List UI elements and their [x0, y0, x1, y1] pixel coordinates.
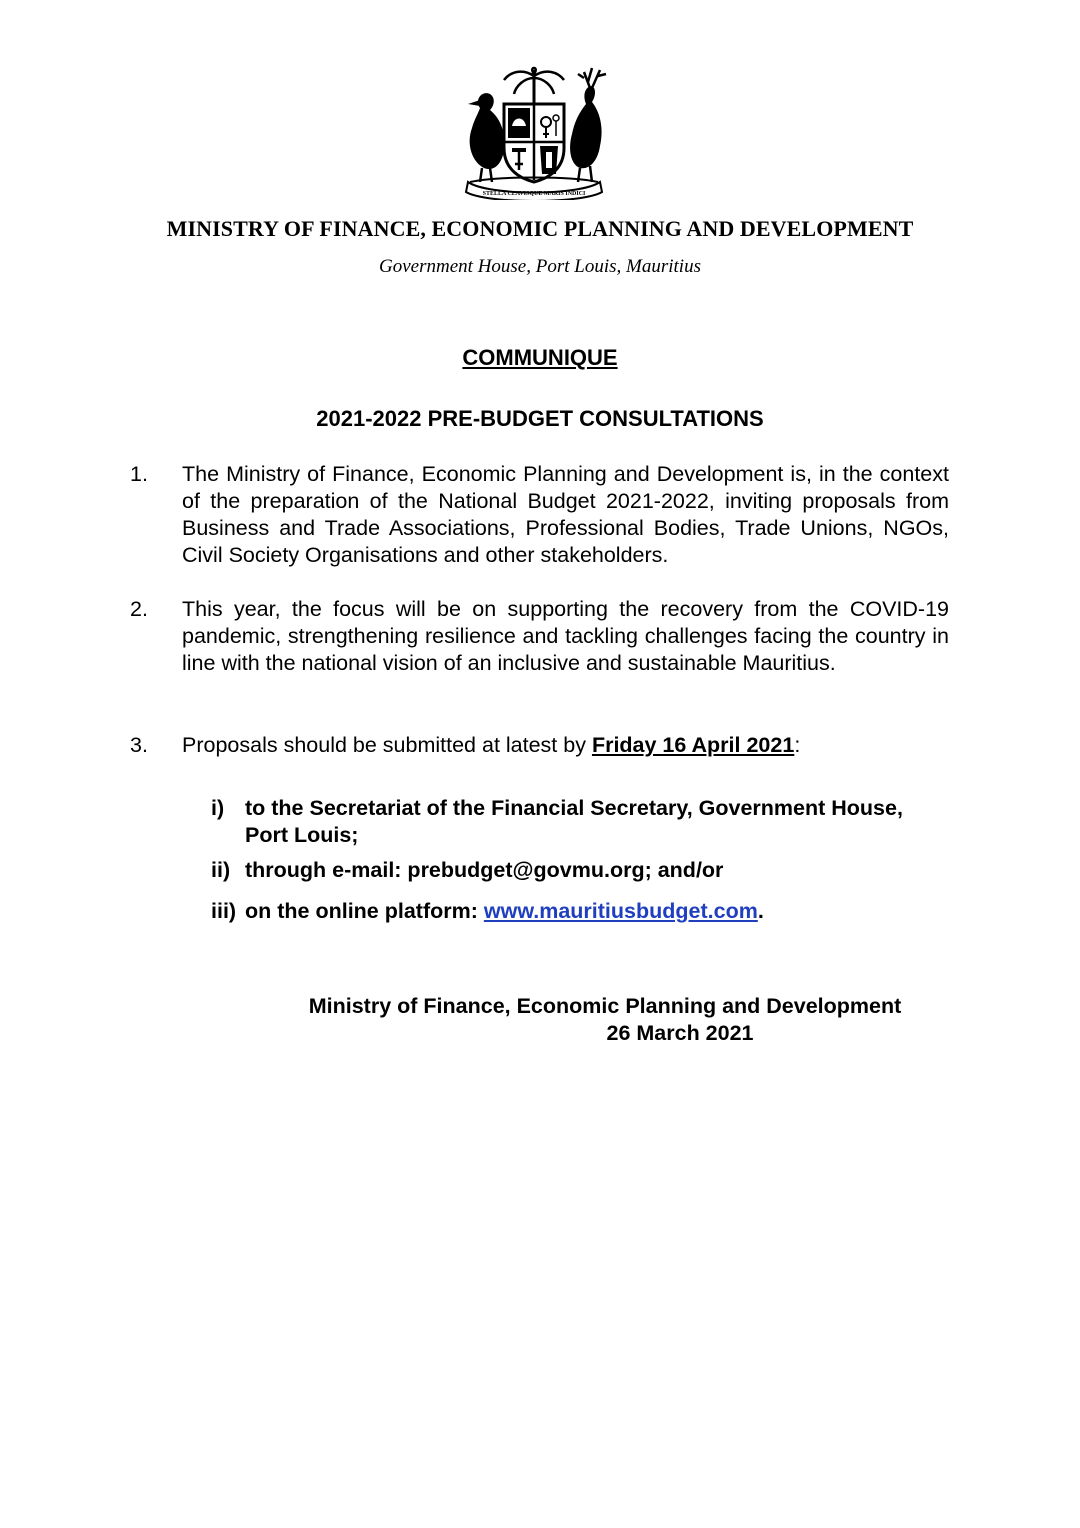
list-item-text: to the Secretariat of the Financial Secretary, Government House, Port Louis;	[245, 796, 903, 847]
ministry-title: MINISTRY OF FINANCE, ECONOMIC PLANNING AND DEVELOPMENT	[166, 216, 914, 241]
paragraph-text-after: :	[794, 733, 801, 757]
paragraph-text: This year, the focus will be on supporting the recovery from the COVID-19 pandemic, strengthening resilience and tackling challenges facing the country in line with the national vision of an inclusive and sustainable Mauritius.	[182, 597, 949, 675]
budget-website-link[interactable]: www.mauritiusbudget.com	[483, 899, 758, 923]
ministry-address: Government House, Port Louis, Mauritius	[379, 256, 701, 277]
paragraph-text-before: Proposals should be submitted at latest by	[182, 733, 592, 757]
list-item-text-before: on the online platform:	[245, 899, 484, 923]
list-marker: i)	[211, 796, 225, 820]
paragraph-1	[130, 461, 950, 569]
list-item	[211, 898, 931, 925]
list-item-text	[245, 898, 931, 925]
crest-motto: STELLA CLAVISQUE MARIS INDICI	[482, 191, 586, 197]
paragraph-number: 3.	[130, 733, 148, 757]
list-item	[211, 795, 931, 849]
communique-heading: COMMUNIQUE	[462, 345, 618, 370]
list-marker: ii)	[211, 858, 231, 882]
paragraph-number: 2.	[130, 597, 148, 621]
submission-deadline: Friday 16 April 2021	[591, 733, 795, 757]
paragraph-2	[130, 596, 950, 677]
list-item-text-after: .	[757, 899, 764, 923]
communique-subject: 2021-2022 PRE-BUDGET CONSULTATIONS	[316, 406, 764, 431]
paragraph-3	[130, 732, 950, 759]
signature-date: 26 March 2021	[606, 1021, 754, 1045]
paragraph-number: 1.	[130, 462, 148, 486]
paragraph-text	[182, 732, 949, 759]
paragraph-text: The Ministry of Finance, Economic Planning and Development is, in the context of the preparation of the National Budget 2021-2022, inviting proposals from Business and Trade Associations, Professional Bodies, Trade Unions, NGOs, Civil Society Organisations and other stakeholders.	[182, 462, 949, 567]
list-item-text: through e-mail: prebudget@govmu.org; and/or	[245, 858, 724, 882]
list-marker: iii)	[211, 899, 237, 923]
coat-of-arms-icon	[458, 64, 610, 200]
signature-issuer: Ministry of Finance, Economic Planning and Development	[308, 994, 902, 1018]
list-item	[211, 857, 931, 884]
